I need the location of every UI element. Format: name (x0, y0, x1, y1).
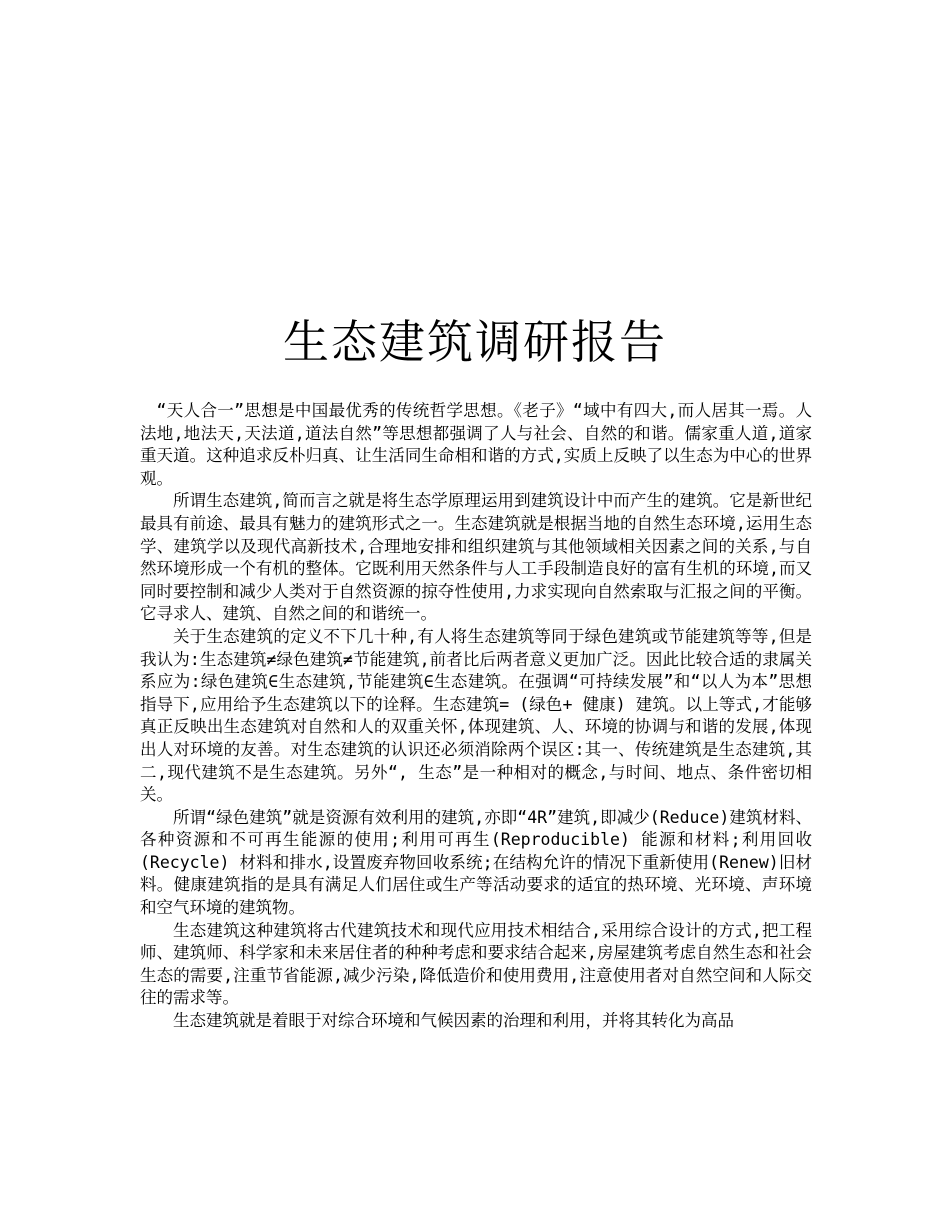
paragraph-5: 生态建筑这种建筑将古代建筑技术和现代应用技术相结合,采用综合设计的方式,把工程师、建筑师、科学家和未来居住者的种种考虑和要求结合起来,房屋建筑考虑自然生态和社会生态的需要,注重节省能源,减少污染,降低造价和使用费用,注意使用者对自然空间和人际交往的需求等。 (140, 920, 812, 1008)
body-text (140, 400, 812, 1033)
page-title: 生态建筑调研报告 (283, 315, 667, 369)
paragraph-1: “天人合一”思想是中国最优秀的传统哲学思想。《老子》“域中有四大,而人居其一焉。人法地,地法天,天法道,道法自然”等思想都强调了人与社会、自然的和谐。儒家重人道,道家重天道。这种追求反朴归真、让生活同生命相和谐的方式,实质上反映了以生态为中心的世界观。 (140, 401, 812, 488)
paragraph-3: 关于生态建筑的定义不下几十种,有人将生态建筑等同于绿色建筑或节能建筑等等,但是我认为:生态建筑≠绿色建筑≠节能建筑,前者比后两者意义更加广泛。因此比较合适的隶属关系应为:绿色建筑∈生态建筑,节能建筑∈生态建筑。在强调“可持续发展”和“以人为本”思想指导下,应用给予生态建筑以下的诠释。生态建筑= (绿色+ 健康) 建筑。以上等式,才能够真正反映出生态建筑对自然和人的双重关怀,体现建筑、人、环境的协调与和谐的发展,体现出人对环境的友善。对生态建筑的认识还必须消除两个误区:其一、传统建筑是生态建筑,其二,现代建筑不是生态建筑。另外“, 生态”是一种相对的概念,与时间、地点、条件密切相关。 (140, 626, 812, 805)
paragraph-6: 生态建筑就是着眼于对综合环境和气候因素的治理和利用，并将其转化为高品 (173, 1011, 734, 1031)
paragraph-2: 所谓生态建筑,简而言之就是将生态学原理运用到建筑设计中而产生的建筑。它是新世纪最具有前途、最具有魅力的建筑形式之一。生态建筑就是根据当地的自然生态环境,运用生态学、建筑学以及现代高新技术,合理地安排和组织建筑与其他领域相关因素之间的关系,与自然环境形成一个有机的整体。它既利用天然条件与人工手段制造良好的富有生机的环境,而又同时要控制和减少人类对于自然资源的掠夺性使用,力求实现向自然索取与汇报之间的平衡。它寻求人、建筑、自然之间的和谐统一。 (140, 491, 812, 624)
paragraph-4: 所谓“绿色建筑”就是资源有效利用的建筑,亦即“4R”建筑,即减少(Reduce)建筑材料、各种资源和不可再生能源的使用;利用可再生(Reproducible) 能源和材料;利用回收(Recycle) 材料和排水,设置废弃物回收系统;在结构允许的情况下重新使用(Renew)旧材料。健康建筑指的是具有满足人们居住或生产等活动要求的适宜的热环境、光环境、声环境和空气环境的建筑物。 (140, 807, 812, 918)
